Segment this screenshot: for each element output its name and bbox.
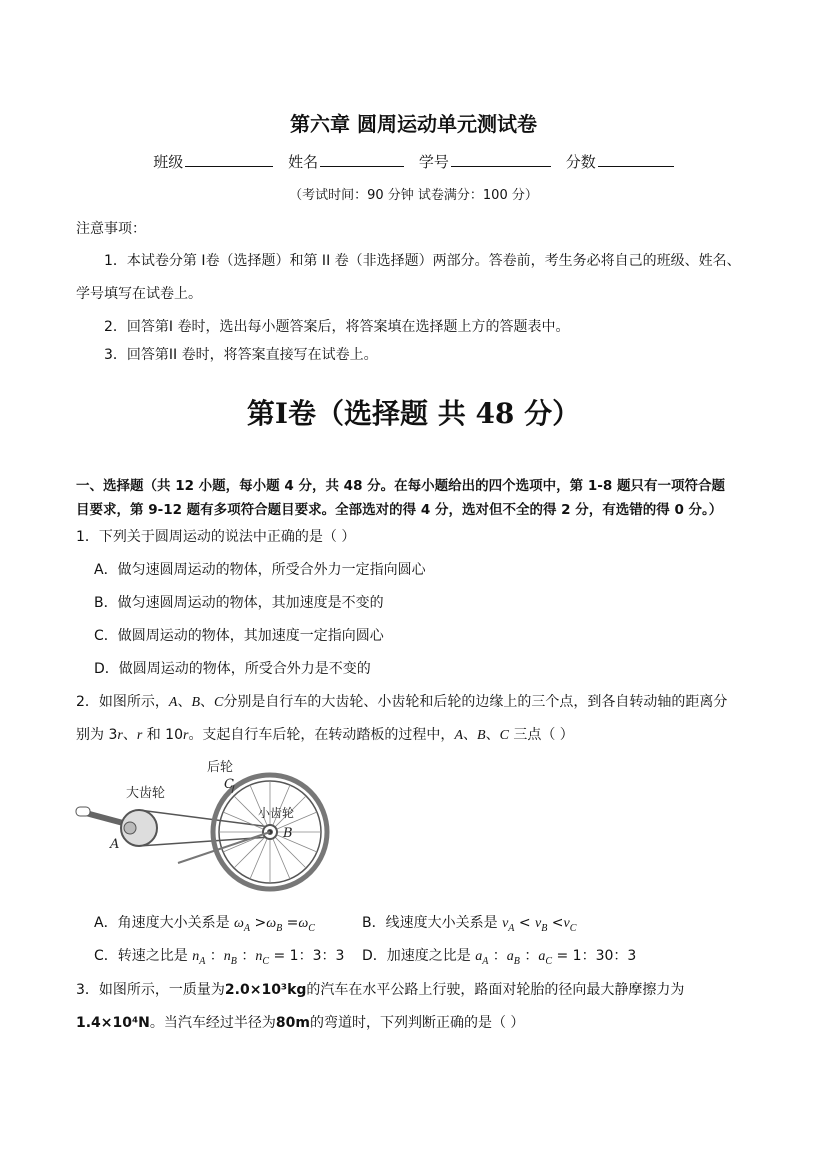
instructions-line-1: 一、选择题（共 12 小题，每小题 4 分，共 48 分。在每小题给出的四个选项中，第 1-8 题只有一项符合题 <box>76 478 725 494</box>
chain-stay <box>178 832 270 863</box>
name-blank[interactable] <box>320 150 404 167</box>
q1-option-d: D．做圆周运动的物体，所受合外力是不变的 <box>94 661 371 677</box>
page-title: 第六章 圆周运动单元测试卷 <box>290 112 537 136</box>
id-label: 学号 <box>418 153 449 171</box>
q3-mass: 2.0×10³kg <box>224 982 307 998</box>
instructions-line-2: 目要求，第 9-12 题有多项符合题目要求。全部选对的得 4 分，选对但不全的得 2 分，有选错的得 0 分。） <box>76 502 723 518</box>
name-label: 姓名 <box>288 153 319 171</box>
bicycle-gear-figure <box>74 755 334 895</box>
notice-item-1b: 学号填写在试卷上。 <box>76 286 202 302</box>
q2-option-b: B．线速度大小关系是 $v_A < v_B <v_C$ <box>362 915 577 934</box>
notice-heading: 注意事项： <box>76 221 146 237</box>
q2-stem-line-2: 别为 3r、r 和 10r。支起自行车后轮，在转动踏板的过程中，A、B、C 三点（ ） <box>76 727 574 743</box>
pedal <box>76 807 90 816</box>
point-c-label: C <box>224 777 234 792</box>
q1-stem: 1．下列关于圆周运动的说法中正确的是（ ） <box>76 529 356 545</box>
q1-option-a: A．做匀速圆周运动的物体，所受合外力一定指向圆心 <box>94 562 426 578</box>
point-a-label: A <box>110 837 120 852</box>
q1-option-c: C．做圆周运动的物体，其加速度一定指向圆心 <box>94 628 384 644</box>
big-gear-label: 大齿轮 <box>126 786 166 801</box>
class-blank[interactable] <box>185 150 273 167</box>
score-label: 分数 <box>565 153 596 171</box>
q2-option-a: A．角速度大小关系是 $\omega_A >\omega_B =\omega_C$ <box>94 915 315 934</box>
class-label: 班级 <box>153 153 184 171</box>
exam-time-note: （考试时间：90 分钟 试卷满分：100 分） <box>289 188 538 203</box>
notice-item-2: 2．回答第I 卷时，选出每小题答案后，将答案填在选择题上方的答题表中。 <box>104 319 570 335</box>
q3-stem-line-2: 1.4×10⁴N。当汽车经过半径为80m的弯道时，下列判断正确的是（ ） <box>76 1015 525 1031</box>
q2-stem-line-1: 2．如图所示，A、B、C分别是自行车的大齿轮、小齿轮和后轮的边缘上的三个点，到各自转动轴的距离分 <box>76 694 728 710</box>
q3-force: 1.4×10⁴N <box>76 1015 150 1031</box>
score-blank[interactable] <box>598 150 674 167</box>
q2-option-d: D．加速度之比是 $a_A$ ：$a_B$ ：$a_C = 1$：30：3 <box>362 948 637 967</box>
rear-wheel-label: 后轮 <box>207 760 234 775</box>
id-blank[interactable] <box>451 150 551 167</box>
q1-option-b: B．做匀速圆周运动的物体，其加速度是不变的 <box>94 595 384 611</box>
small-gear-label: 小齿轮 <box>258 806 295 820</box>
student-info-row <box>0 150 827 172</box>
q3-stem-line-1: 3．如图所示，一质量为2.0×10³kg的汽车在水平公路上行驶，路面对轮胎的径向最大静摩擦力为 <box>76 982 685 998</box>
notice-item-3: 3．回答第II 卷时，将答案直接写在试卷上。 <box>104 347 378 363</box>
q2-option-c: C．转速之比是 $n_A$ ：$n_B$ ：$n_C = 1$：3：3 <box>94 948 345 967</box>
q3-radius: 80m <box>275 1015 310 1031</box>
notice-item-1a: 1．本试卷分第 I卷（选择题）和第 II 卷（非选择题）两部分。答卷前，考生务必将自己的班级、姓名、 <box>104 253 741 269</box>
point-b-label: B <box>283 826 293 841</box>
big-gear-hub <box>124 822 136 834</box>
section-title: 第I卷（选择题 共 48 分） <box>246 397 581 430</box>
